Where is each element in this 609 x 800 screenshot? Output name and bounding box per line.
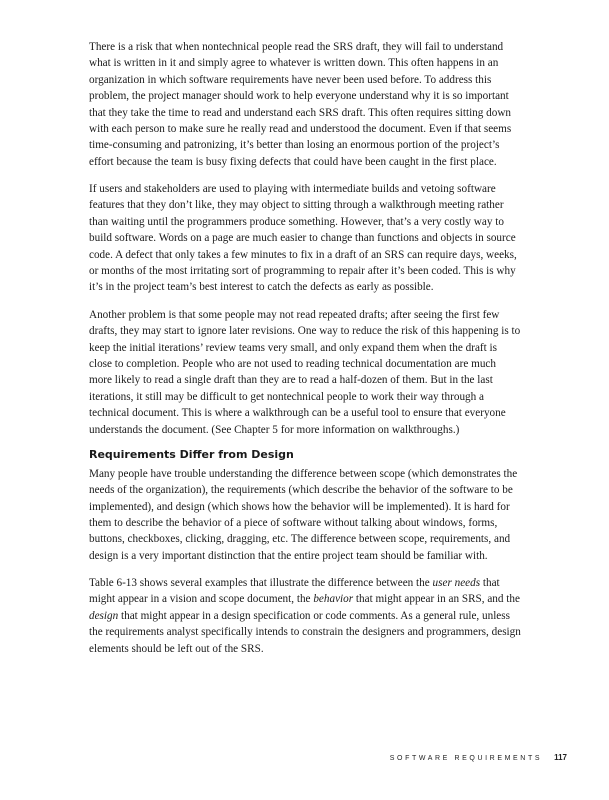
running-head: SOFTWARE REQUIREMENTS [389,755,543,762]
page-footer [390,753,567,762]
text-run: Table 6-13 shows several examples that illustrate the difference between the [89,576,433,589]
text-run: that might appear in a design specification or code comments. As a general rule, unless the requirements analyst specifically intends to constrain the designers and programmers, design elements should be left out of the SRS. [89,609,521,655]
text-run: that might appear in a vision and scope document, the [89,576,500,606]
paragraph-repeated-drafts: Another problem is that some people may not read repeated drafts; after seeing the first few drafts, they may start to ignore later revisions. One way to reduce the risk of this happening is to keep the initial iterations’ review teams very small, and only expand them when the draft is close to completion. People who are not used to reading technical documentation are much more likely to read a single draft than they are to read a half-dozen of them. But in the last iterations, it still may be difficult to get nontechnical people to work their way through a technical document. This is where a walkthrough can be a useful tool to ensure that everyone understands the document. (See Chapter 5 for more information on walkthroughs.) [89,308,521,436]
page-number: 117 [554,753,567,762]
text-run: that might appear in an SRS, and the [353,593,520,606]
section-heading: Requirements Differ from Design [89,447,294,461]
paragraph-table-6-13 [89,575,521,657]
paragraph-srs-draft-risk: There is a risk that when nontechnical people read the SRS draft, they will fail to understand what is written in it and simply agree to whatever is written down. This often happens in an organization in which software requirements have never been used before. To address this problem, the project manager should work to help everyone understand why it is so important that they take the time to read and understand each SRS draft. This often requires sitting down with each person to make sure he really read and understood the document. Even if that seems time-consuming and patronizing, it’s better than losing an enormous portion of the project’s effort because the team is busy fixing defects that could have been caught in the first place. [89,41,512,168]
emphasis-behavior: behavior [313,593,354,606]
emphasis-design: design [89,609,119,622]
paragraph-scope-requirements-design: Many people have trouble understanding the difference between scope (which demonstrates the needs of the organization), the requirements (which describe the behavior of the software to be implemented), and design (which shows how the behavior will be implemented). It is hard for them to describe the behavior of a piece of software without talking about windows, forms, buttons, checkboxes, clicking, dragging, etc. The difference between scope, requirements, and design is a very important distinction that the entire project team should be familiar with. [89,467,518,562]
emphasis-user-needs: user needs [432,576,481,589]
page-body [89,39,521,668]
paragraph-walkthrough-objection: If users and stakeholders are used to playing with intermediate builds and vetoing software features that they don’t like, they may object to sitting through a walkthrough meeting rather than waiting until the programmers produce something. However, that’s a very costly way to build software. Words on a page are much easier to change than functions and objects in source code. A defect that only takes a few minutes to fix in a draft of an SRS can require days, weeks, or months of the most irritating sort of programming to repair after it’s been coded. This is why it’s in the project team’s best interest to catch the defects as early as possible. [89,183,517,294]
